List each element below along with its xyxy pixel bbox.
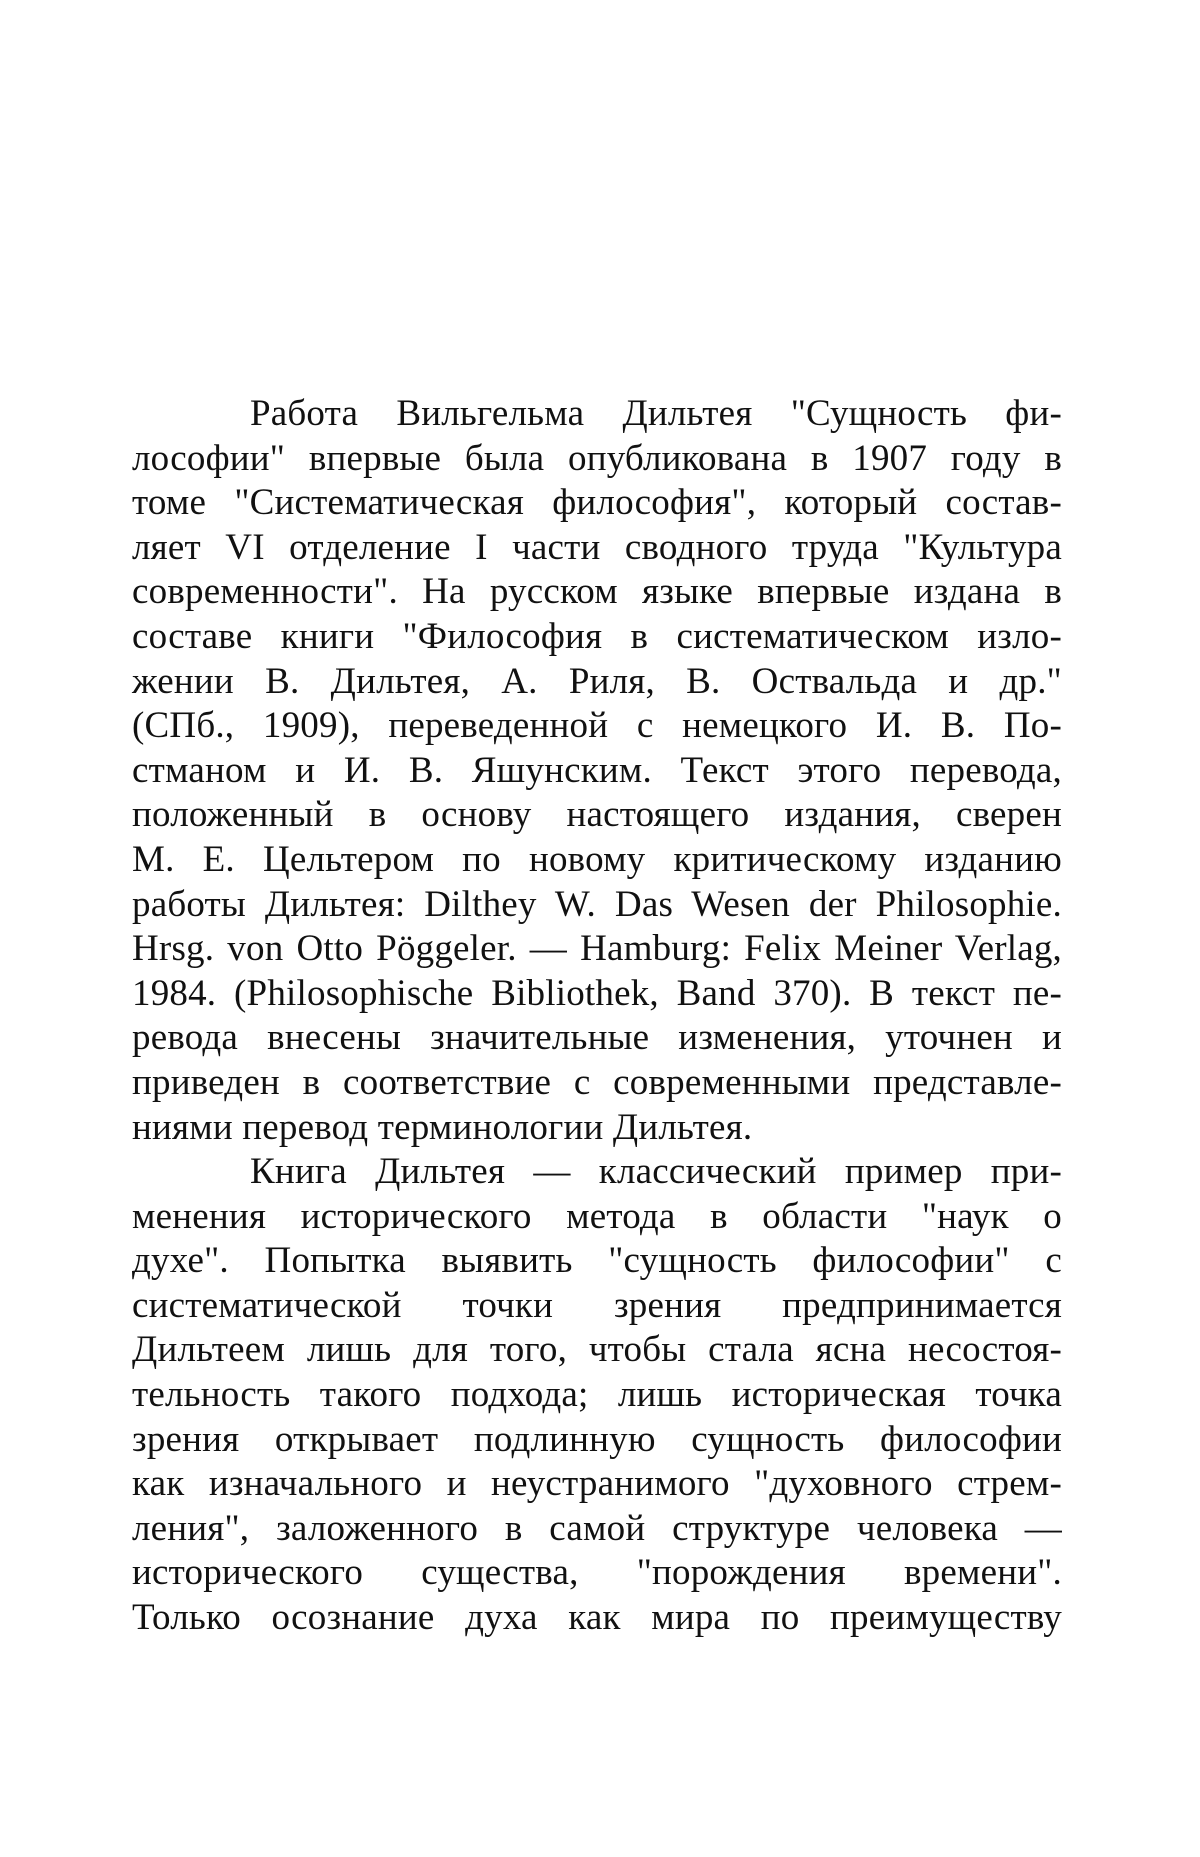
text-line: приведен в соответствие с современными представле- <box>132 1061 1062 1103</box>
text-line: М. Е. Цельтером по новому критическому изданию <box>132 838 1062 880</box>
text-line: стманом и И. В. Яшунским. Текст этого перевода, <box>132 749 1062 791</box>
text-line: (СПб., 1909), переведенной с немецкого И. В. По- <box>132 705 1062 747</box>
body-text <box>132 392 1062 1641</box>
text-line: зрения открывает подлинную сущность философии <box>132 1418 1062 1460</box>
text-line: ниями перевод терминологии Дильтея. <box>132 1106 753 1148</box>
text-line: составе книги "Философия в систематическом изло- <box>132 615 1062 657</box>
text-line: Книга Дильтея — классический пример при- <box>250 1151 1062 1193</box>
text-line: как изначального и неустранимого "духовного стрем- <box>132 1463 1062 1505</box>
text-line: Hrsg. von Otto Pöggeler. — Hamburg: Felix Meiner Verlag, <box>132 928 1062 970</box>
text-line: томе "Систематическая философия", который состав- <box>132 482 1062 524</box>
text-line: Работа Вильгельма Дильтея "Сущность фи- <box>250 393 1062 434</box>
text-line: ревода внесены значительные изменения, уточнен и <box>132 1017 1062 1059</box>
text-line: Только осознание духа как мира по преимуществу <box>132 1597 1062 1639</box>
text-line: менения исторического метода в области "наук о <box>132 1195 1062 1237</box>
text-line: положенный в основу настоящего издания, сверен <box>132 794 1062 836</box>
text-line: жении В. Дильтея, А. Риля, В. Оствальда и др." <box>132 660 1062 702</box>
text-line: ления", заложенного в самой структуре человека — <box>132 1507 1062 1549</box>
text-line: лософии" впервые была опубликована в 1907 году в <box>132 437 1062 479</box>
text-line: 1984. (Philosophische Bibliothek, Band 370). В текст пе- <box>132 972 1062 1014</box>
text-line: Дильтеем лишь для того, чтобы стала ясна несостоя- <box>132 1329 1062 1371</box>
text-line: ляет VI отделение I части сводного труда "Культура <box>132 526 1062 568</box>
text-line: духе". Попытка выявить "сущность философии" с <box>132 1240 1062 1282</box>
text-line: работы Дильтея: Dilthey W. Das Wesen der Philosophie. <box>132 883 1062 925</box>
text-line: исторического существа, "порождения времени". <box>132 1552 1062 1594</box>
text-line: тельность такого подхода; лишь историческая точка <box>132 1374 1062 1416</box>
text-line: современности". На русском языке впервые издана в <box>132 571 1062 613</box>
text-line: систематической точки зрения предпринимается <box>132 1284 1062 1326</box>
